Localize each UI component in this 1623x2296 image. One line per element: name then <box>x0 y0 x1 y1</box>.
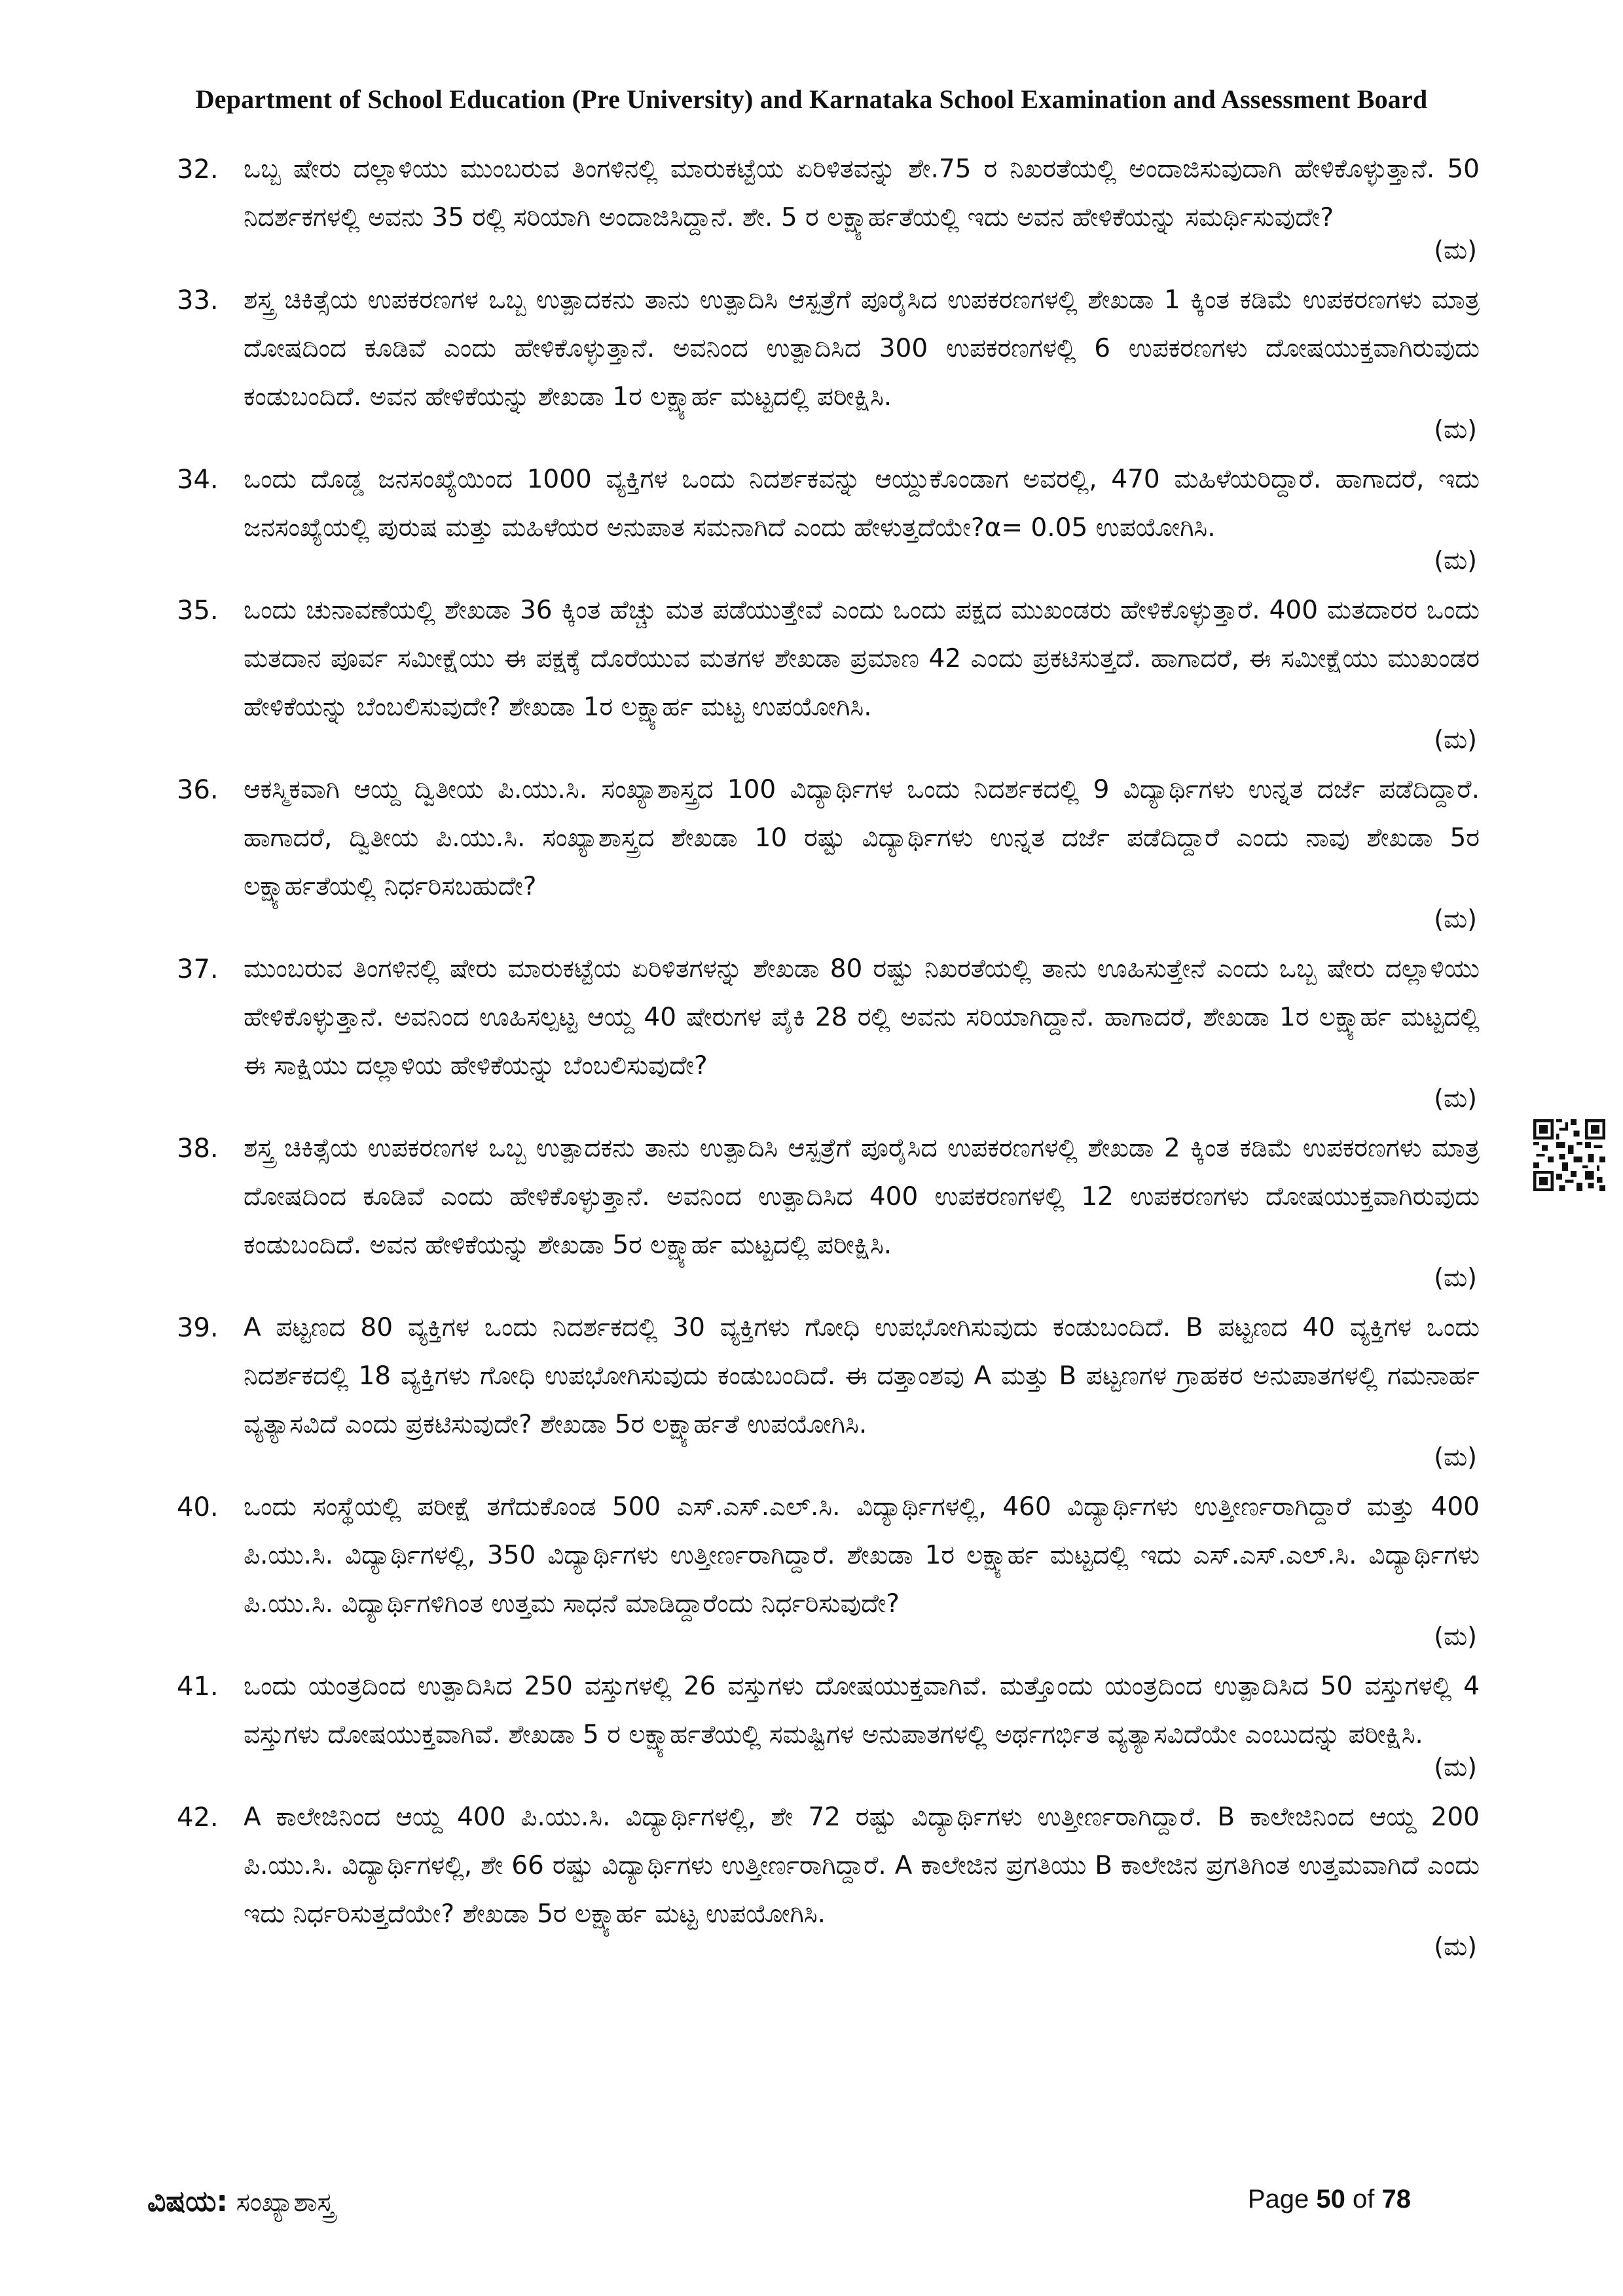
question-marks: (ಮ) <box>1434 236 1477 264</box>
question-text: ಒಂದು ದೊಡ್ಡ ಜನಸಂಖ್ಯೆಯಿಂದ 1000 ವ್ಯಕ್ತಿಗಳ ಒಂದು ನಿದರ್ಶಕವನ್ನು ಆಯ್ದುಕೊಂಡಾಗ ಅವರಲ್ಲಿ, 470 ಮಹಿಳೆಯರಿದ್ದಾರೆ. ಹಾಗಾದರೆ, ಇದು ಜನಸಂಖ್ಯೆಯಲ್ಲಿ ಪುರುಷ ಮತ್ತು ಮಹಿಳೆಯರ ಅನುಪಾತ ಸಮನಾಗಿದೆ ಎಂದು ಹೇಳುತ್ತದೆಯೇ?α= 0.05 ಉಪಯೋಗಿಸಿ. <box>244 465 1480 543</box>
question-item <box>177 1662 1480 1784</box>
page-word: Page <box>1247 2185 1309 2214</box>
question-text: ಮುಂಬರುವ ತಿಂಗಳಿನಲ್ಲಿ ಷೇರು ಮಾರುಕಟ್ಟೆಯ ಏರಿಳಿತಗಳನ್ನು ಶೇಖಡಾ 80 ರಷ್ಟು ನಿಖರತೆಯಲ್ಲಿ ತಾನು ಊಹಿಸುತ್ತೇನೆ ಎಂದು ಒಬ್ಬ ಷೇರು ದಲ್ಲಾಳಿಯು ಹೇಳಿಕೊಳ್ಳುತ್ತಾನೆ. ಅವನಿಂದ ಊಹಿಸಲ್ಪಟ್ಟ ಆಯ್ದ 40 ಷೇರುಗಳ ಪೈಕಿ 28 ರಲ್ಲಿ ಅವನು ಸರಿಯಾಗಿದ್ದಾನೆ. ಹಾಗಾದರೆ, ಶೇಖಡಾ 1ರ ಲಕ್ಷ್ಯಾರ್ಹ ಮಟ್ಟದಲ್ಲಿ ಈ ಸಾಕ್ಷಿಯು ದಲ್ಲಾಳಿಯ ಹೇಳಿಕೆಯನ್ನು ಬೆಂಬಲಿಸುವುದೇ? <box>244 954 1480 1081</box>
question-text: ಶಸ್ತ್ರ ಚಿಕಿತ್ಸೆಯ ಉಪಕರಣಗಳ ಒಬ್ಬ ಉತ್ಪಾದಕನು ತಾನು ಉತ್ಪಾದಿಸಿ ಆಸ್ಪತ್ರೆಗೆ ಪೂರೈಸಿದ ಉಪಕರಣಗಳಲ್ಲಿ ಶೇಖಡಾ 1 ಕ್ಕಿಂತ ಕಡಿಮೆ ಉಪಕರಣಗಳು ಮಾತ್ರ ದೋಷದಿಂದ ಕೂಡಿವೆ ಎಂದು ಹೇಳಿಕೊಳ್ಳುತ್ತಾನೆ. ಅವನಿಂದ ಉತ್ಪಾದಿಸಿದ 300 ಉಪಕರಣಗಳಲ್ಲಿ 6 ಉಪಕರಣಗಳು ದೋಷಯುಕ್ತವಾಗಿರುವುದು ಕಂಡುಬಂದಿದೆ. ಅವನ ಹೇಳಿಕೆಯನ್ನು ಶೇಖಡಾ 1ರ ಲಕ್ಷ್ಯಾರ್ಹ ಮಟ್ಟದಲ್ಲಿ ಪರೀಕ್ಷಿಸಿ. <box>244 285 1480 412</box>
question-text: ಒಂದು ಯಂತ್ರದಿಂದ ಉತ್ಪಾದಿಸಿದ 250 ವಸ್ತುಗಳಲ್ಲಿ 26 ವಸ್ತುಗಳು ದೋಷಯುಕ್ತವಾಗಿವೆ. ಮತ್ತೊಂದು ಯಂತ್ರದಿಂದ ಉತ್ಪಾದಿಸಿದ 50 ವಸ್ತುಗಳಲ್ಲಿ 4 ವಸ್ತುಗಳು ದೋಷಯುಕ್ತವಾಗಿವೆ. ಶೇಖಡಾ 5 ರ ಲಕ್ಷ್ಯಾರ್ಹತೆಯಲ್ಲಿ ಸಮಷ್ಟಿಗಳ ಅನುಪಾತಗಳಲ್ಲಿ ಅರ್ಥಗರ್ಭಿತ ವ್ಯತ್ಯಾಸವಿದೆಯೇ ಎಂಬುದನ್ನು ಪರೀಕ್ಷಿಸಿ. <box>244 1672 1480 1749</box>
question-marks: (ಮ) <box>1434 1932 1477 1961</box>
question-number: 33. <box>177 285 219 315</box>
question-number: 37. <box>177 954 219 984</box>
question-marks: (ಮ) <box>1434 1622 1477 1651</box>
question-text: ಒಂದು ಸಂಸ್ಥೆಯಲ್ಲಿ ಪರೀಕ್ಷೆ ತಗೆದುಕೊಂಡ 500 ಎಸ್.ಎಸ್.ಎಲ್.ಸಿ. ವಿದ್ಯಾರ್ಥಿಗಳಲ್ಲಿ, 460 ವಿದ್ಯಾರ್ಥಿಗಳು ಉತ್ತೀರ್ಣರಾಗಿದ್ದಾರೆ ಮತ್ತು 400 ಪಿ.ಯು.ಸಿ. ವಿದ್ಯಾರ್ಥಿಗಳಲ್ಲಿ, 350 ವಿದ್ಯಾರ್ಥಿಗಳು ಉತ್ತೀರ್ಣರಾಗಿದ್ದಾರೆ. ಶೇಖಡಾ 1ರ ಲಕ್ಷ್ಯಾರ್ಹ ಮಟ್ಟದಲ್ಲಿ ಇದು ಎಸ್.ಎಸ್.ಎಲ್.ಸಿ. ವಿದ್ಯಾರ್ಥಿಗಳು ಪಿ.ಯು.ಸಿ. ವಿದ್ಯಾರ್ಥಿಗಳಿಗಿಂತ ಉತ್ತಮ ಸಾಧನೆ ಮಾಡಿದ್ದಾರೆಂದು ನಿರ್ಧರಿಸುವುದೇ? <box>244 1492 1480 1619</box>
question-marks: (ಮ) <box>1434 546 1477 575</box>
question-number: 39. <box>177 1313 219 1343</box>
question-marks: (ಮ) <box>1434 1084 1477 1113</box>
subject-label: ವಿಷಯ: <box>147 2185 228 2218</box>
question-marks: (ಮ) <box>1434 415 1477 444</box>
question-number: 32. <box>177 154 219 185</box>
question-number: 36. <box>177 775 219 805</box>
question-marks: (ಮ) <box>1434 725 1477 754</box>
page-header: Department of School Education (Pre University) and Karnataka School Examination and Assessment Board <box>195 84 1428 114</box>
question-text: ಆಕಸ್ಮಿಕವಾಗಿ ಆಯ್ದ ದ್ವಿತೀಯ ಪಿ.ಯು.ಸಿ. ಸಂಖ್ಯಾಶಾಸ್ತ್ರದ 100 ವಿದ್ಯಾರ್ಥಿಗಳ ಒಂದು ನಿದರ್ಶಕದಲ್ಲಿ 9 ವಿದ್ಯಾರ್ಥಿಗಳು ಉನ್ನತ ದರ್ಜೆ ಪಡೆದಿದ್ದಾರೆ. ಹಾಗಾದರೆ, ದ್ವಿತೀಯ ಪಿ.ಯು.ಸಿ. ಸಂಖ್ಯಾಶಾಸ್ತ್ರದ ಶೇಖಡಾ 10 ರಷ್ಟು ವಿದ್ಯಾರ್ಥಿಗಳು ಉನ್ನತ ದರ್ಜೆ ಪಡೆದಿದ್ದಾರೆ ಎಂದು ನಾವು ಶೇಖಡಾ 5ರ ಲಕ್ಷ್ಯಾರ್ಹತೆಯಲ್ಲಿ ನಿರ್ಧರಿಸಬಹುದೇ? <box>244 775 1480 901</box>
question-item <box>177 145 1480 267</box>
question-number: 38. <box>177 1134 219 1164</box>
question-item <box>177 1793 1480 1964</box>
question-number: 42. <box>177 1803 219 1833</box>
question-list <box>177 145 1480 1973</box>
question-marks: (ಮ) <box>1434 1443 1477 1471</box>
question-item <box>177 1124 1480 1295</box>
question-text: A ಪಟ್ಟಣದ 80 ವ್ಯಕ್ತಿಗಳ ಒಂದು ನಿದರ್ಶಕದಲ್ಲಿ 30 ವ್ಯಕ್ತಿಗಳು ಗೋಧಿ ಉಪಭೋಗಿಸುವುದು ಕಂಡುಬಂದಿದೆ. B ಪಟ್ಟಣದ 40 ವ್ಯಕ್ತಿಗಳ ಒಂದು ನಿದರ್ಶಕದಲ್ಲಿ 18 ವ್ಯಕ್ತಿಗಳು ಗೋಧಿ ಉಪಭೋಗಿಸುವುದು ಕಂಡುಬಂದಿದೆ. ಈ ದತ್ತಾಂಶವು A ಮತ್ತು B ಪಟ್ಟಣಗಳ ಗ್ರಾಹಕರ ಅನುಪಾತಗಳಲ್ಲಿ ಗಮನಾರ್ಹ ವ್ಯತ್ಯಾಸವಿದೆ ಎಂದು ಪ್ರಕಟಿಸುವುದೇ? ಶೇಖಡಾ 5ರ ಲಕ್ಷ್ಯಾರ್ಹತೆ ಉಪಯೋಗಿಸಿ. <box>244 1313 1480 1439</box>
qr-code-icon <box>1533 1119 1605 1191</box>
page-current: 50 <box>1316 2185 1345 2214</box>
question-marks: (ಮ) <box>1434 1263 1477 1292</box>
question-item <box>177 456 1480 577</box>
page-number <box>1248 2185 1411 2214</box>
question-item <box>177 586 1480 757</box>
page-of: of <box>1353 2185 1375 2214</box>
question-marks: (ಮ) <box>1434 905 1477 933</box>
question-marks: (ಮ) <box>1434 1753 1477 1782</box>
question-item <box>177 1304 1480 1474</box>
question-text: ಒಬ್ಬ ಷೇರು ದಲ್ಲಾಳಿಯು ಮುಂಬರುವ ತಿಂಗಳಿನಲ್ಲಿ ಮಾರುಕಟ್ಟೆಯ ಏರಿಳಿತವನ್ನು ಶೇ.75 ರ ನಿಖರತೆಯಲ್ಲಿ ಅಂದಾಜಿಸುವುದಾಗಿ ಹೇಳಿಕೊಳ್ಳುತ್ತಾನೆ. 50 ನಿದರ್ಶಕಗಳಲ್ಲಿ ಅವನು 35 ರಲ್ಲಿ ಸರಿಯಾಗಿ ಅಂದಾಜಿಸಿದ್ದಾನೆ. ಶೇ. 5 ರ ಲಕ್ಷ್ಯಾರ್ಹತೆಯಲ್ಲಿ ಇದು ಅವನ ಹೇಳಿಕೆಯನ್ನು ಸಮರ್ಥಿಸುವುದೇ? <box>244 154 1480 232</box>
question-text: ಒಂದು ಚುನಾವಣೆಯಲ್ಲಿ ಶೇಖಡಾ 36 ಕ್ಕಿಂತ ಹೆಚ್ಚು ಮತ ಪಡೆಯುತ್ತೇವೆ ಎಂದು ಒಂದು ಪಕ್ಷದ ಮುಖಂಡರು ಹೇಳಿಕೊಳ್ಳುತ್ತಾರೆ. 400 ಮತದಾರರ ಒಂದು ಮತದಾನ ಪೂರ್ವ ಸಮೀಕ್ಷೆಯು ಈ ಪಕ್ಷಕ್ಕೆ ದೊರೆಯುವ ಮತಗಳ ಶೇಖಡಾ ಪ್ರಮಾಣ 42 ಎಂದು ಪ್ರಕಟಿಸುತ್ತದೆ. ಹಾಗಾದರೆ, ಈ ಸಮೀಕ್ಷೆಯು ಮುಖಂಡರ ಹೇಳಿಕೆಯನ್ನು ಬೆಂಬಲಿಸುವುದೇ? ಶೇಖಡಾ 1ರ ಲಕ್ಷ್ಯಾರ್ಹ ಮಟ್ಟ ಉಪಯೋಗಿಸಿ. <box>244 596 1480 722</box>
question-number: 35. <box>177 596 219 626</box>
subject-value: ಸಂಖ್ಯಾಶಾಸ್ತ್ರ <box>236 2187 335 2217</box>
page-total: 78 <box>1381 2185 1411 2214</box>
question-item <box>177 276 1480 446</box>
question-number: 34. <box>177 465 219 495</box>
question-text: ಶಸ್ತ್ರ ಚಿಕಿತ್ಸೆಯ ಉಪಕರಣಗಳ ಒಬ್ಬ ಉತ್ಪಾದಕನು ತಾನು ಉತ್ಪಾದಿಸಿ ಆಸ್ಪತ್ರೆಗೆ ಪೂರೈಸಿದ ಉಪಕರಣಗಳಲ್ಲಿ ಶೇಖಡಾ 2 ಕ್ಕಿಂತ ಕಡಿಮೆ ಉಪಕರಣಗಳು ಮಾತ್ರ ದೋಷದಿಂದ ಕೂಡಿವೆ ಎಂದು ಹೇಳಿಕೊಳ್ಳುತ್ತಾನೆ. ಅವನಿಂದ ಉತ್ಪಾದಿಸಿದ 400 ಉಪಕರಣಗಳಲ್ಲಿ 12 ಉಪಕರಣಗಳು ದೋಷಯುಕ್ತವಾಗಿರುವುದು ಕಂಡುಬಂದಿದೆ. ಅವನ ಹೇಳಿಕೆಯನ್ನು ಶೇಖಡಾ 5ರ ಲಕ್ಷ್ಯಾರ್ಹ ಮಟ್ಟದಲ್ಲಿ ಪರೀಕ್ಷಿಸಿ. <box>244 1134 1480 1260</box>
question-text: A ಕಾಲೇಜಿನಿಂದ ಆಯ್ದ 400 ಪಿ.ಯು.ಸಿ. ವಿದ್ಯಾರ್ಥಿಗಳಲ್ಲಿ, ಶೇ 72 ರಷ್ಟು ವಿದ್ಯಾರ್ಥಿಗಳು ಉತ್ತೀರ್ಣರಾಗಿದ್ದಾರೆ. B ಕಾಲೇಜಿನಿಂದ ಆಯ್ದ 200 ಪಿ.ಯು.ಸಿ. ವಿದ್ಯಾರ್ಥಿಗಳಲ್ಲಿ, ಶೇ 66 ರಷ್ಟು ವಿದ್ಯಾರ್ಥಿಗಳು ಉತ್ತೀರ್ಣರಾಗಿದ್ದಾರೆ. A ಕಾಲೇಜಿನ ಪ್ರಗತಿಯು B ಕಾಲೇಜಿನ ಪ್ರಗತಿಗಿಂತ ಉತ್ತಮವಾಗಿದೆ ಎಂದು ಇದು ನಿರ್ಧರಿಸುತ್ತದೆಯೇ? ಶೇಖಡಾ 5ರ ಲಕ್ಷ್ಯಾರ್ಹ ಮಟ್ಟ ಉಪಯೋಗಿಸಿ. <box>244 1803 1480 1929</box>
page-footer <box>147 2185 1411 2224</box>
question-item <box>177 1483 1480 1653</box>
question-number: 41. <box>177 1672 219 1702</box>
question-item <box>177 766 1480 936</box>
question-item <box>177 945 1480 1115</box>
question-number: 40. <box>177 1492 219 1522</box>
subject-line <box>147 2185 334 2218</box>
